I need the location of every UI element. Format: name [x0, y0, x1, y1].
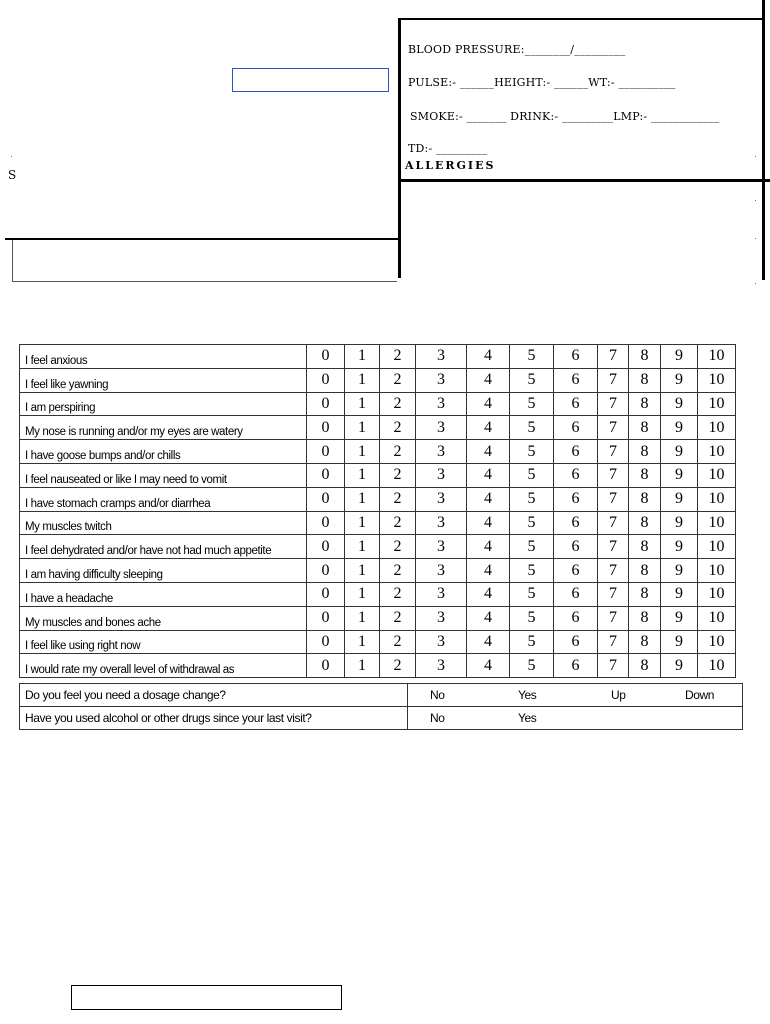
scale-row: [20, 535, 736, 559]
rating-option-4[interactable]: 4: [467, 630, 510, 654]
rating-option-10[interactable]: 10: [698, 630, 736, 654]
rating-option-1[interactable]: 1: [345, 368, 380, 392]
rating-option-7[interactable]: 7: [598, 463, 629, 487]
rating-option-5[interactable]: 5: [510, 535, 554, 559]
rating-option-4[interactable]: 4: [467, 440, 510, 464]
rating-option-8[interactable]: 8: [629, 511, 661, 535]
scale-row: [20, 463, 736, 487]
rating-option-2[interactable]: 2: [380, 654, 416, 678]
rating-option-5[interactable]: 5: [510, 368, 554, 392]
rating-option-6[interactable]: 6: [554, 440, 598, 464]
name-input-box[interactable]: [12, 240, 397, 282]
symptom-label: I feel dehydrated and/or have not had much appetite: [20, 535, 307, 559]
rating-option-8[interactable]: 8: [629, 487, 661, 511]
rating-option-9[interactable]: 9: [661, 416, 698, 440]
rating-option-0[interactable]: 0: [307, 487, 345, 511]
rating-option-4[interactable]: 4: [467, 559, 510, 583]
answer-option-down[interactable]: Down: [685, 688, 715, 702]
rating-option-8[interactable]: 8: [629, 535, 661, 559]
rating-option-9[interactable]: 9: [661, 392, 698, 416]
symptom-label: I have stomach cramps and/or diarrhea: [20, 487, 307, 511]
scale-row: [20, 487, 736, 511]
rating-option-9[interactable]: 9: [661, 463, 698, 487]
rating-option-0[interactable]: 0: [307, 392, 345, 416]
rating-option-5[interactable]: 5: [510, 416, 554, 440]
rating-option-8[interactable]: 8: [629, 559, 661, 583]
rating-option-7[interactable]: 7: [598, 535, 629, 559]
rating-option-10[interactable]: 10: [698, 606, 736, 630]
rating-option-0[interactable]: 0: [307, 345, 345, 369]
rating-option-7[interactable]: 7: [598, 630, 629, 654]
rating-option-2[interactable]: 2: [380, 345, 416, 369]
signature-box[interactable]: [71, 985, 342, 1010]
vitals-box-top-border: [398, 18, 764, 20]
scale-row: [20, 440, 736, 464]
question-row: [20, 684, 743, 707]
left-margin-letter: S: [8, 168, 17, 182]
rating-option-6[interactable]: 6: [554, 368, 598, 392]
rating-option-2[interactable]: 2: [380, 535, 416, 559]
rating-option-0[interactable]: 0: [307, 630, 345, 654]
rating-option-5[interactable]: 5: [510, 345, 554, 369]
rating-option-6[interactable]: 6: [554, 487, 598, 511]
rating-option-8[interactable]: 8: [629, 440, 661, 464]
rating-option-1[interactable]: 1: [345, 440, 380, 464]
rating-option-3[interactable]: 3: [416, 606, 467, 630]
rating-option-2[interactable]: 2: [380, 606, 416, 630]
scale-row: [20, 511, 736, 535]
rating-option-7[interactable]: 7: [598, 582, 629, 606]
rating-option-0[interactable]: 0: [307, 416, 345, 440]
rating-option-2[interactable]: 2: [380, 559, 416, 583]
rating-option-1[interactable]: 1: [345, 345, 380, 369]
rating-option-0[interactable]: 0: [307, 606, 345, 630]
rating-option-3[interactable]: 3: [416, 345, 467, 369]
rating-option-1[interactable]: 1: [345, 559, 380, 583]
dot-mark: [755, 283, 756, 284]
rating-option-3[interactable]: 3: [416, 416, 467, 440]
rating-option-9[interactable]: 9: [661, 345, 698, 369]
rating-option-1[interactable]: 1: [345, 630, 380, 654]
rating-option-0[interactable]: 0: [307, 511, 345, 535]
rating-option-1[interactable]: 1: [345, 582, 380, 606]
rating-option-10[interactable]: 10: [698, 392, 736, 416]
pulse-height-weight-field: PULSE:- ______HEIGHT:- ______WT:- __________: [408, 76, 676, 89]
rating-option-2[interactable]: 2: [380, 440, 416, 464]
rating-option-4[interactable]: 4: [467, 345, 510, 369]
rating-option-7[interactable]: 7: [598, 368, 629, 392]
rating-option-8[interactable]: 8: [629, 416, 661, 440]
symptom-label: I feel like using right now: [20, 630, 307, 654]
rating-option-10[interactable]: 10: [698, 463, 736, 487]
rating-option-8[interactable]: 8: [629, 582, 661, 606]
dot-mark: [755, 156, 756, 157]
rating-option-5[interactable]: 5: [510, 511, 554, 535]
rating-option-8[interactable]: 8: [629, 606, 661, 630]
rating-option-4[interactable]: 4: [467, 582, 510, 606]
rating-option-6[interactable]: 6: [554, 511, 598, 535]
rating-option-6[interactable]: 6: [554, 654, 598, 678]
rating-option-3[interactable]: 3: [416, 654, 467, 678]
rating-option-10[interactable]: 10: [698, 582, 736, 606]
dot-mark: [755, 200, 756, 201]
withdrawal-scale-table: [19, 344, 736, 678]
blood-pressure-field: BLOOD PRESSURE:________/_________: [408, 43, 626, 56]
rating-option-6[interactable]: 6: [554, 345, 598, 369]
rating-option-3[interactable]: 3: [416, 535, 467, 559]
rating-option-0[interactable]: 0: [307, 463, 345, 487]
rating-option-5[interactable]: 5: [510, 630, 554, 654]
rating-option-4[interactable]: 4: [467, 368, 510, 392]
rating-option-3[interactable]: 3: [416, 463, 467, 487]
rating-option-9[interactable]: 9: [661, 559, 698, 583]
rating-option-9[interactable]: 9: [661, 630, 698, 654]
rating-option-9[interactable]: 9: [661, 440, 698, 464]
rating-option-0[interactable]: 0: [307, 654, 345, 678]
rating-option-7[interactable]: 7: [598, 345, 629, 369]
rating-option-6[interactable]: 6: [554, 630, 598, 654]
answer-options: [408, 684, 743, 707]
rating-option-9[interactable]: 9: [661, 582, 698, 606]
rating-option-1[interactable]: 1: [345, 463, 380, 487]
answer-option-yes[interactable]: Yes: [518, 711, 537, 725]
answer-option-no[interactable]: No: [430, 688, 445, 702]
rating-option-6[interactable]: 6: [554, 606, 598, 630]
rating-option-9[interactable]: 9: [661, 511, 698, 535]
symptom-label: I am having difficulty sleeping: [20, 559, 307, 583]
rating-option-5[interactable]: 5: [510, 606, 554, 630]
rating-option-5[interactable]: 5: [510, 487, 554, 511]
rating-option-4[interactable]: 4: [467, 487, 510, 511]
rating-option-2[interactable]: 2: [380, 511, 416, 535]
rating-option-1[interactable]: 1: [345, 392, 380, 416]
rating-option-0[interactable]: 0: [307, 440, 345, 464]
rating-option-10[interactable]: 10: [698, 440, 736, 464]
scale-row: [20, 630, 736, 654]
rating-option-6[interactable]: 6: [554, 392, 598, 416]
rating-option-3[interactable]: 3: [416, 630, 467, 654]
rating-option-7[interactable]: 7: [598, 487, 629, 511]
symptom-label: I feel anxious: [20, 345, 307, 369]
rating-option-6[interactable]: 6: [554, 463, 598, 487]
symptom-label: I am perspiring: [20, 392, 307, 416]
vitals-box-right-border: [762, 0, 765, 280]
rating-option-2[interactable]: 2: [380, 630, 416, 654]
rating-option-3[interactable]: 3: [416, 368, 467, 392]
rating-option-7[interactable]: 7: [598, 654, 629, 678]
rating-option-8[interactable]: 8: [629, 345, 661, 369]
symptom-label: I have a headache: [20, 582, 307, 606]
rating-option-10[interactable]: 10: [698, 368, 736, 392]
question-text: Have you used alcohol or other drugs since your last visit?: [20, 707, 408, 730]
rating-option-2[interactable]: 2: [380, 463, 416, 487]
rating-option-7[interactable]: 7: [598, 606, 629, 630]
question-row: [20, 707, 743, 730]
rating-option-7[interactable]: 7: [598, 440, 629, 464]
answer-options: [408, 707, 743, 730]
scale-row: [20, 606, 736, 630]
scale-row: [20, 416, 736, 440]
scale-row: [20, 345, 736, 369]
rating-option-9[interactable]: 9: [661, 535, 698, 559]
rating-option-4[interactable]: 4: [467, 535, 510, 559]
rating-option-7[interactable]: 7: [598, 392, 629, 416]
rating-option-2[interactable]: 2: [380, 392, 416, 416]
symptom-label: I feel like yawning: [20, 368, 307, 392]
id-input-box[interactable]: [232, 68, 389, 92]
rating-option-10[interactable]: 10: [698, 535, 736, 559]
rating-option-3[interactable]: 3: [416, 559, 467, 583]
scale-row: [20, 392, 736, 416]
rating-option-3[interactable]: 3: [416, 582, 467, 606]
rating-option-6[interactable]: 6: [554, 559, 598, 583]
rating-option-5[interactable]: 5: [510, 463, 554, 487]
answer-option-yes[interactable]: Yes: [518, 688, 537, 702]
symptom-label: I feel nauseated or like I may need to vomit: [20, 463, 307, 487]
rating-option-6[interactable]: 6: [554, 416, 598, 440]
rating-option-8[interactable]: 8: [629, 392, 661, 416]
rating-option-10[interactable]: 10: [698, 511, 736, 535]
rating-option-6[interactable]: 6: [554, 582, 598, 606]
rating-option-2[interactable]: 2: [380, 582, 416, 606]
dot-mark: [755, 238, 756, 239]
rating-option-4[interactable]: 4: [467, 606, 510, 630]
rating-option-8[interactable]: 8: [629, 654, 661, 678]
scale-row: [20, 654, 736, 678]
rating-option-4[interactable]: 4: [467, 511, 510, 535]
rating-option-1[interactable]: 1: [345, 654, 380, 678]
rating-option-3[interactable]: 3: [416, 392, 467, 416]
rating-option-2[interactable]: 2: [380, 487, 416, 511]
rating-option-5[interactable]: 5: [510, 392, 554, 416]
rating-option-4[interactable]: 4: [467, 654, 510, 678]
rating-option-5[interactable]: 5: [510, 582, 554, 606]
td-field: TD:- _________: [408, 142, 488, 155]
rating-option-1[interactable]: 1: [345, 535, 380, 559]
rating-option-1[interactable]: 1: [345, 487, 380, 511]
symptom-label: I would rate my overall level of withdrawal as: [20, 654, 307, 678]
rating-option-1[interactable]: 1: [345, 606, 380, 630]
smoke-drink-lmp-field: SMOKE:- _______ DRINK:- _________LMP:- ____________: [410, 110, 720, 123]
symptom-label: I have goose bumps and/or chills: [20, 440, 307, 464]
vitals-box-divider: [398, 179, 770, 182]
answer-option-up[interactable]: Up: [611, 688, 626, 702]
rating-option-1[interactable]: 1: [345, 511, 380, 535]
rating-option-2[interactable]: 2: [380, 416, 416, 440]
rating-option-9[interactable]: 9: [661, 487, 698, 511]
rating-option-0[interactable]: 0: [307, 368, 345, 392]
rating-option-3[interactable]: 3: [416, 511, 467, 535]
rating-option-4[interactable]: 4: [467, 392, 510, 416]
rating-option-0[interactable]: 0: [307, 535, 345, 559]
answer-option-no[interactable]: No: [430, 711, 445, 725]
allergies-heading: ALLERGIES: [405, 159, 496, 172]
rating-option-10[interactable]: 10: [698, 654, 736, 678]
rating-option-5[interactable]: 5: [510, 559, 554, 583]
rating-option-0[interactable]: 0: [307, 559, 345, 583]
symptom-label: My muscles twitch: [20, 511, 307, 535]
rating-option-7[interactable]: 7: [598, 559, 629, 583]
scale-row: [20, 559, 736, 583]
rating-option-8[interactable]: 8: [629, 630, 661, 654]
rating-option-10[interactable]: 10: [698, 345, 736, 369]
question-text: Do you feel you need a dosage change?: [20, 684, 408, 707]
scale-row: [20, 368, 736, 392]
questions-table: [19, 683, 743, 730]
rating-option-5[interactable]: 5: [510, 440, 554, 464]
rating-option-10[interactable]: 10: [698, 416, 736, 440]
rating-option-9[interactable]: 9: [661, 606, 698, 630]
rating-option-2[interactable]: 2: [380, 368, 416, 392]
rating-option-4[interactable]: 4: [467, 463, 510, 487]
rating-option-7[interactable]: 7: [598, 416, 629, 440]
rating-option-4[interactable]: 4: [467, 416, 510, 440]
rating-option-9[interactable]: 9: [661, 654, 698, 678]
dot-mark: [11, 156, 12, 157]
rating-option-10[interactable]: 10: [698, 487, 736, 511]
symptom-label: My nose is running and/or my eyes are watery: [20, 416, 307, 440]
rating-option-7[interactable]: 7: [598, 511, 629, 535]
rating-option-0[interactable]: 0: [307, 582, 345, 606]
rating-option-3[interactable]: 3: [416, 440, 467, 464]
symptom-label: My muscles and bones ache: [20, 606, 307, 630]
scale-row: [20, 582, 736, 606]
rating-option-8[interactable]: 8: [629, 368, 661, 392]
rating-option-1[interactable]: 1: [345, 416, 380, 440]
rating-option-6[interactable]: 6: [554, 535, 598, 559]
rating-option-3[interactable]: 3: [416, 487, 467, 511]
rating-option-9[interactable]: 9: [661, 368, 698, 392]
rating-option-10[interactable]: 10: [698, 559, 736, 583]
rating-option-8[interactable]: 8: [629, 463, 661, 487]
rating-option-5[interactable]: 5: [510, 654, 554, 678]
